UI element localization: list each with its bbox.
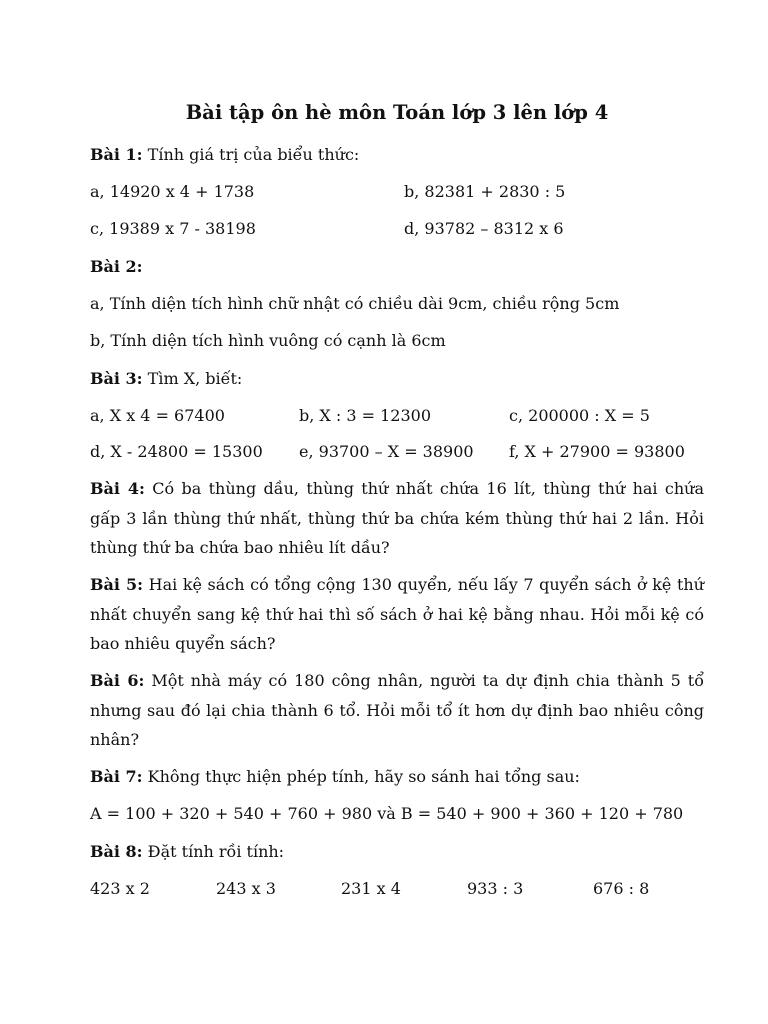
exercise-1-item-b: b, 82381 + 2830 : 5 xyxy=(404,182,566,201)
exercise-8-item: 933 : 3 xyxy=(467,879,524,898)
exercise-3-item-c: c, 200000 : X = 5 xyxy=(509,406,650,425)
exercise-1-item-c: c, 19389 x 7 - 38198 xyxy=(90,219,256,238)
exercise-2-heading xyxy=(90,252,704,282)
exercise-8-item: 423 x 2 xyxy=(90,879,150,898)
exercise-3-item-d: d, X - 24800 = 15300 xyxy=(90,442,263,461)
exercise-4-label: Bài 4: xyxy=(90,479,145,498)
exercise-6-label: Bài 6: xyxy=(90,671,145,690)
exercise-3-heading xyxy=(90,364,704,394)
exercise-3-item-e: e, 93700 – X = 38900 xyxy=(299,442,474,461)
exercise-8-item: 676 : 8 xyxy=(593,879,650,898)
exercise-7-heading xyxy=(90,762,704,792)
exercise-3-item-a: a, X x 4 = 67400 xyxy=(90,406,225,425)
exercise-1-label: Bài 1: xyxy=(90,145,143,164)
exercise-7-expression: A = 100 + 320 + 540 + 760 + 980 và B = 540 + 900 + 360 + 120 + 780 xyxy=(90,804,684,823)
exercise-4 xyxy=(90,474,704,563)
exercise-2-label: Bài 2: xyxy=(90,257,143,276)
exercise-5 xyxy=(90,570,704,659)
page-title: Bài tập ôn hè môn Toán lớp 3 lên lớp 4 xyxy=(185,101,609,124)
exercise-3-text: Tìm X, biết: xyxy=(147,369,243,388)
exercise-4-text: Có ba thùng dầu, thùng thứ nhất chứa 16 lít, thùng thứ hai chứa gấp 3 lần thùng thứ nhất, thùng thứ ba chứa kém thùng thứ hai 2 lần. Hỏi thùng thứ ba chứa bao nhiêu lít dầu? xyxy=(90,479,705,557)
exercise-1-heading xyxy=(90,140,704,170)
exercise-2-item-a: a, Tính diện tích hình chữ nhật có chiều dài 9cm, chiều rộng 5cm xyxy=(90,294,620,313)
exercise-5-label: Bài 5: xyxy=(90,575,144,594)
exercise-8-text: Đặt tính rồi tính: xyxy=(147,842,285,861)
exercise-7-label: Bài 7: xyxy=(90,767,143,786)
exercise-1-text: Tính giá trị của biểu thức: xyxy=(147,145,360,164)
exercise-7-text: Không thực hiện phép tính, hãy so sánh hai tổng sau: xyxy=(147,767,580,786)
exercise-8-item: 243 x 3 xyxy=(216,879,276,898)
exercise-1-item-d: d, 93782 – 8312 x 6 xyxy=(404,219,564,238)
exercise-8-item: 231 x 4 xyxy=(341,879,401,898)
exercise-3-label: Bài 3: xyxy=(90,369,143,388)
exercise-3-item-b: b, X : 3 = 12300 xyxy=(299,406,432,425)
exercise-6-text: Một nhà máy có 180 công nhân, người ta dự định chia thành 5 tổ nhưng sau đó lại chia thành 6 tổ. Hỏi mỗi tổ ít hơn dự định bao nhiêu công nhân? xyxy=(90,671,705,749)
exercise-2-item-b: b, Tính diện tích hình vuông có cạnh là 6cm xyxy=(90,331,446,350)
exercise-6 xyxy=(90,666,704,755)
exercise-1-item-a: a, 14920 x 4 + 1738 xyxy=(90,182,255,201)
exercise-3-item-f: f, X + 27900 = 93800 xyxy=(509,442,685,461)
exercise-5-text: Hai kệ sách có tổng cộng 130 quyển, nếu lấy 7 quyển sách ở kệ thứ nhất chuyển sang kệ thứ hai thì số sách ở hai kệ bằng nhau. Hỏi mỗi kệ có bao nhiêu quyển sách? xyxy=(90,575,704,653)
exercise-8-label: Bài 8: xyxy=(90,842,143,861)
exercise-8-heading xyxy=(90,837,704,867)
